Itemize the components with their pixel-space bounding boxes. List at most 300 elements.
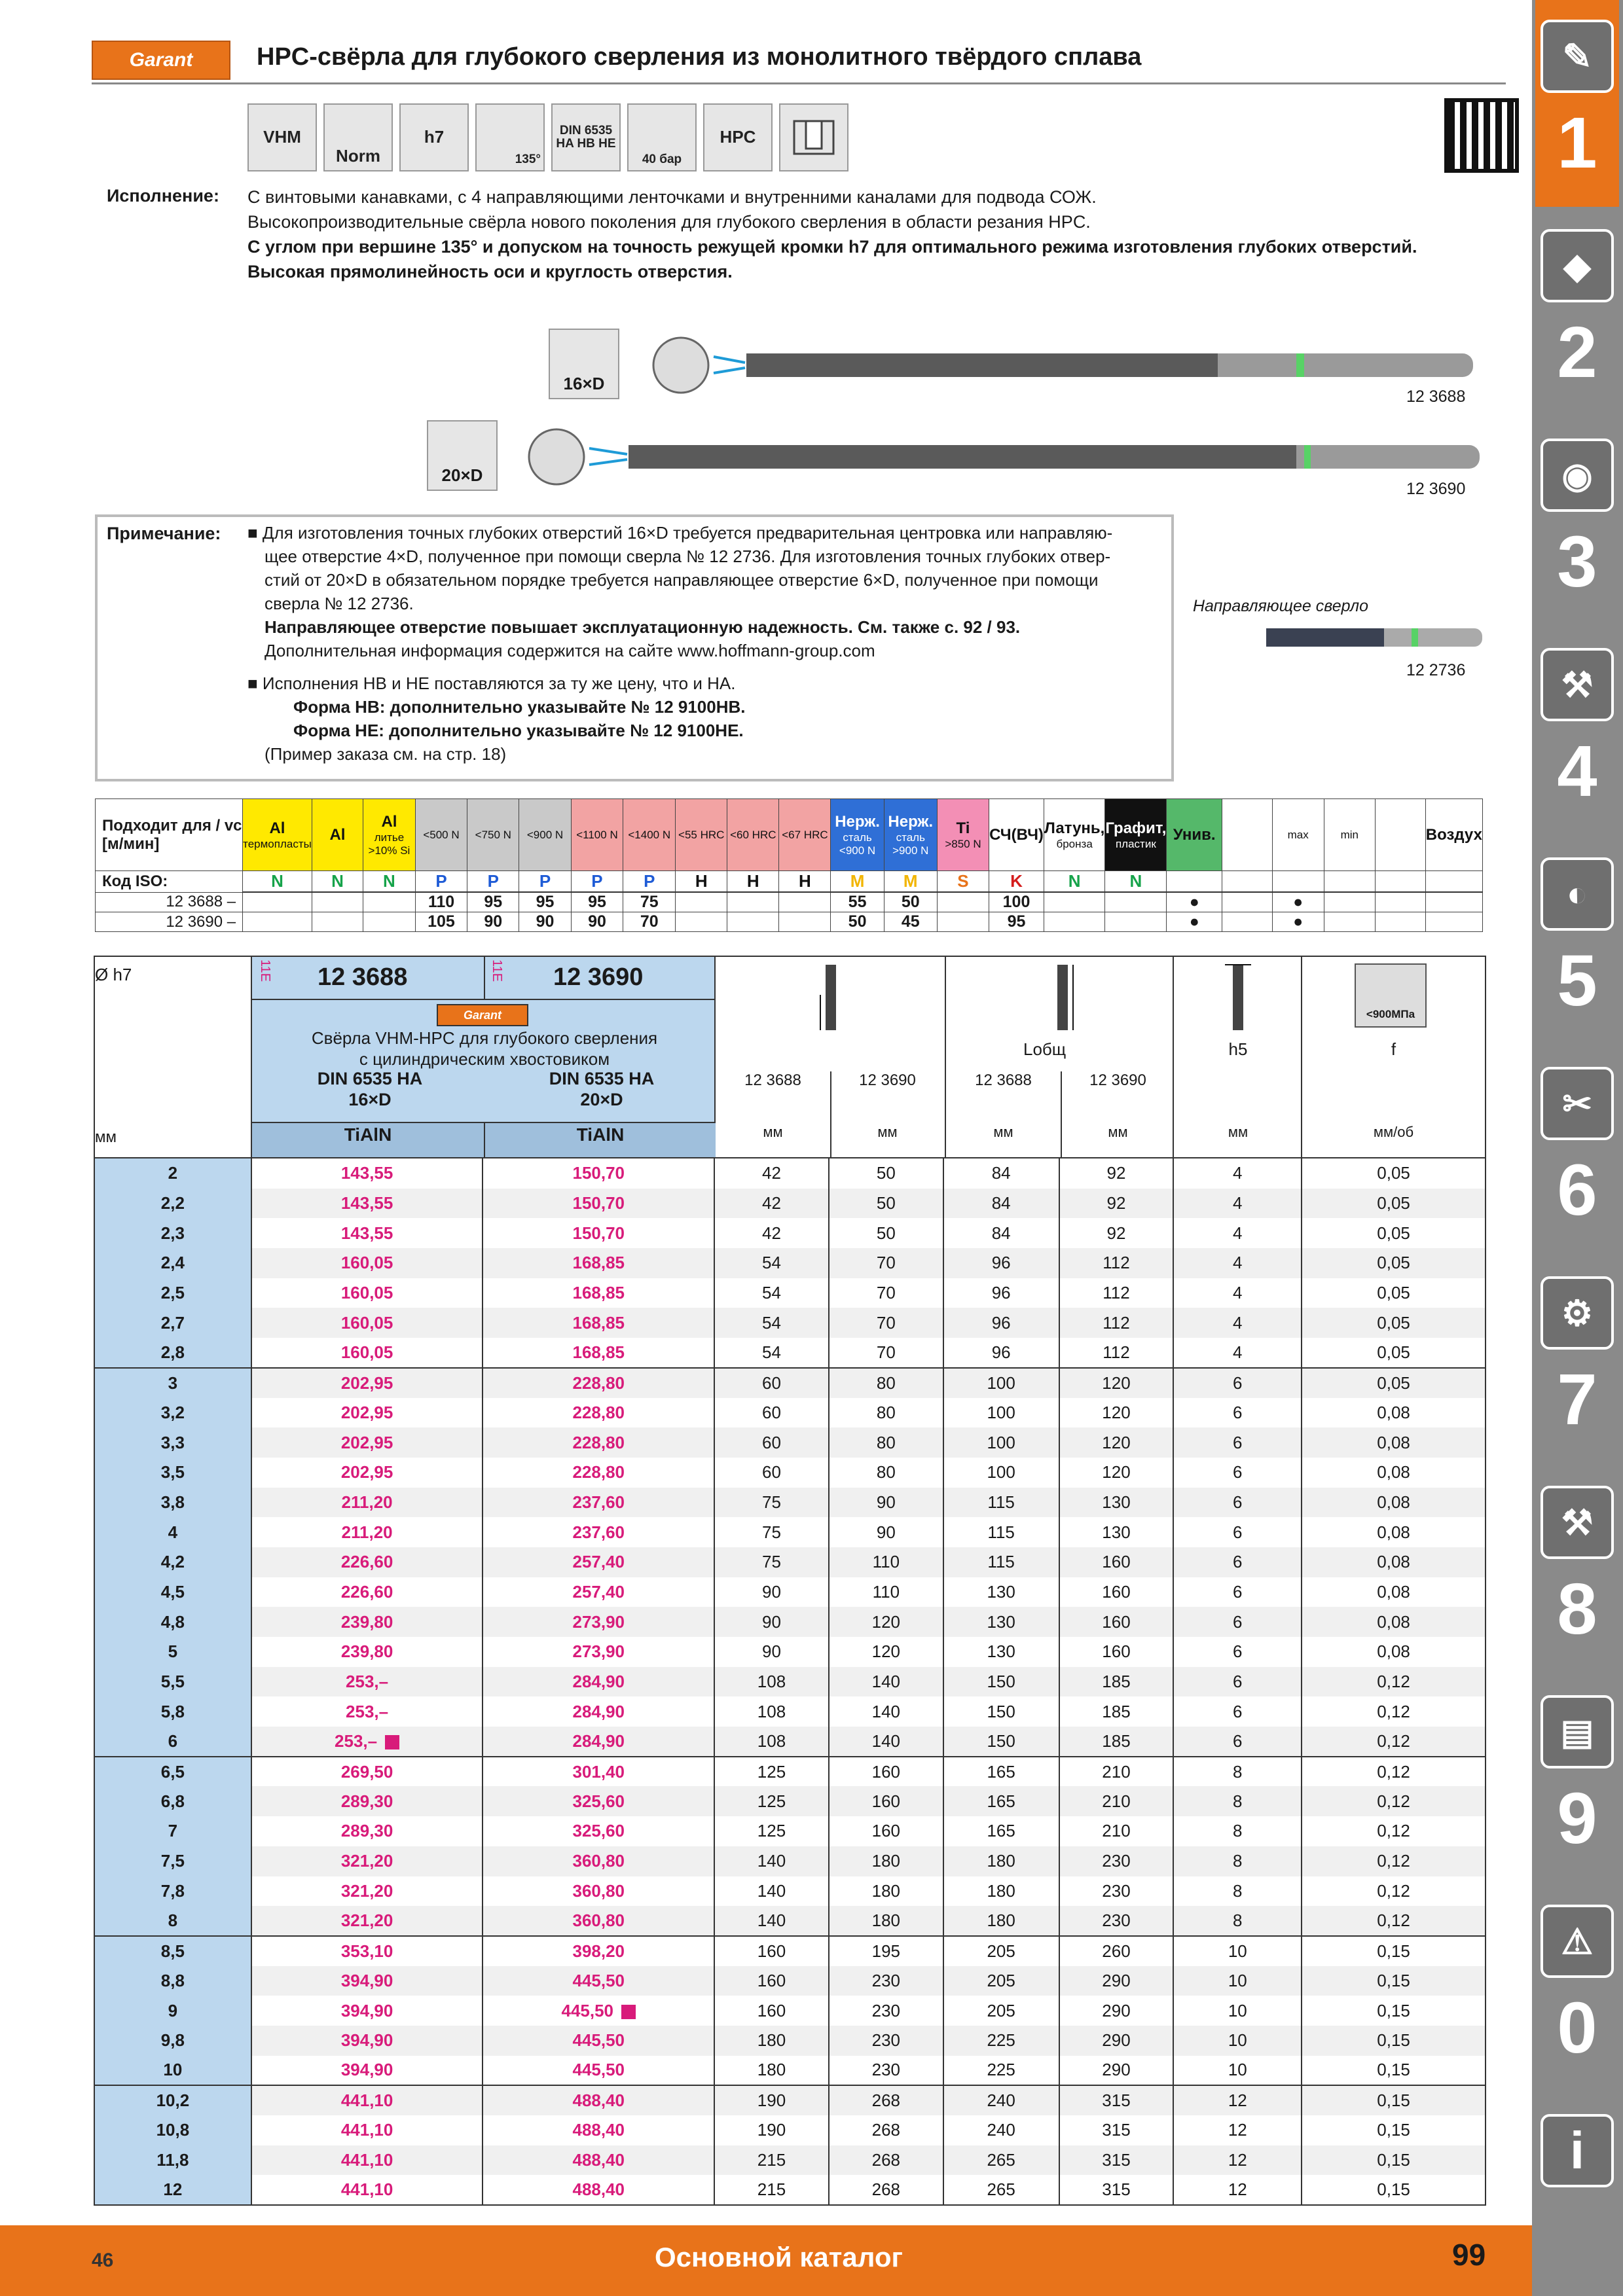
code-123690: 12 3690 [553,963,644,991]
diameter-value: 3,3 [160,1432,185,1452]
flute-length-123690-cell [829,1278,943,1308]
price-123690-cell [483,1966,714,1996]
compat-col-h2: пластик [1115,837,1156,850]
flute-length-123688-value: 160 [757,2000,786,2020]
feed-cell [1302,1757,1486,1787]
feed-value: 0,05 [1377,1372,1410,1393]
flute-length-123690-value: 230 [871,2000,901,2020]
compat-col-h1: Al [381,812,397,831]
diameter-value: 12 [163,2179,183,2200]
flute-length-123690-value: 268 [871,2150,901,2170]
shank-diameter-value: 6 [1233,1432,1243,1452]
feed-value: 0,08 [1377,1492,1410,1512]
vc-value: 55 [831,892,884,912]
vc-value: 45 [884,912,937,932]
total-length-123690-value: 130 [1102,1522,1131,1542]
price-123690-value: 150,70 [572,1193,625,1213]
total-length-123690-value: 210 [1102,1761,1131,1782]
din-label: DIN 6535 HA [549,1069,655,1088]
vc-value [937,912,989,932]
flute-length-123688-cell [714,1637,829,1667]
price-123690-cell [483,1398,714,1428]
flute-length-123690-cell [829,1996,943,2026]
total-length-123690-cell [1059,1696,1174,1727]
total-length-123690-value: 290 [1102,1970,1131,1990]
total-length-123688-cell [943,1308,1059,1338]
note-line: стий от 20×D в обязательном порядке требуется направляющее отверстие 6×D, полученное при помощи [264,570,1099,590]
shank-diameter-value: 6 [1233,1552,1243,1572]
shank-diameter-value: 4 [1233,1163,1243,1183]
flute-length-123690-cell [829,1757,943,1787]
chapter-icon: ⚒ [1541,1486,1614,1559]
flute-length-123688-cell [714,1996,829,2026]
diameter-cell [94,1488,251,1518]
shank-diameter-value: 4 [1233,1283,1243,1303]
total-length-123690-value: 92 [1106,1223,1126,1243]
shank-diameter-cell [1173,2115,1302,2145]
chapter-icon: ▤ [1541,1695,1614,1768]
price-123688-value: 394,90 [340,2000,393,2020]
shank-diameter-cell [1173,1696,1302,1727]
unit-label: мм [993,1124,1013,1140]
flute-length-123688-cell [714,1368,829,1398]
vc-value: 105 [415,912,467,932]
flute-length-123688-value: 75 [762,1522,781,1542]
price-123688-value: 202,95 [340,1372,393,1393]
chapter-tab-3[interactable] [1535,419,1619,626]
table-row [94,1398,1486,1428]
compat-col-h1: СЧ(ВЧ) [989,825,1044,844]
flute-length-123690-value: 268 [871,2090,901,2111]
price-123690-cell [483,1727,714,1757]
price-123688-value: 253,– [346,1672,389,1692]
shank-diameter-value: 8 [1233,1761,1243,1782]
diameter-cell [94,1757,251,1787]
feed-header [1302,957,1485,1157]
total-length-123690-cell [1059,2056,1174,2086]
flute-length-123690-cell [829,1547,943,1577]
price-123690-cell [483,2026,714,2056]
price-123690-value: 445,50 [572,2060,625,2080]
vc-value: 90 [571,912,623,932]
flute-length-123690-value: 140 [871,1672,901,1692]
shank-diameter-cell [1173,1338,1302,1368]
unit-label: мм [877,1124,898,1140]
chapter-tab-i[interactable] [1535,2094,1619,2296]
flute-length-123690-cell [829,2085,943,2115]
feed-value: 0,15 [1377,2030,1410,2051]
feed-value: 0,05 [1377,1223,1410,1243]
total-length-123690-value: 120 [1102,1462,1131,1482]
flute-length-123688-value: 140 [757,1851,786,1871]
total-length-123690-cell [1059,2145,1174,2176]
diameter-cell [94,2115,251,2145]
feed-value: 0,05 [1377,1253,1410,1273]
total-length-123688-value: 180 [987,1851,1015,1871]
flute-length-123688-value: 42 [762,1193,781,1213]
price-123690-value: 360,80 [572,1910,625,1931]
table-row [94,1427,1486,1458]
diameter-value: 10,2 [156,2090,190,2111]
price-123690-cell [483,1816,714,1846]
price-123690-value: 150,70 [572,1223,625,1243]
total-length-123688-cell [943,1696,1059,1727]
total-length-123688-cell [943,1816,1059,1846]
flute-length-123690-value: 50 [876,1223,896,1243]
compat-material-col [727,799,779,871]
total-length-123690-value: 315 [1102,2150,1131,2170]
price-123690-value: 445,50 [572,1970,625,1990]
total-length-123690-cell [1059,1248,1174,1278]
table-row [94,1368,1486,1398]
shank-diameter-cell [1173,1278,1302,1308]
table-row [94,1607,1486,1637]
chapter-tab-7[interactable] [1535,1257,1619,1463]
chapter-tab-2[interactable] [1535,209,1619,416]
table-row [94,1906,1486,1936]
chapter-tab-1[interactable] [1535,0,1619,207]
vc-value [312,892,363,912]
price-123690-cell [483,1427,714,1458]
chapter-tab-6[interactable] [1535,1047,1619,1254]
vc-value: ● [1167,912,1222,932]
shank-diameter-value: 6 [1233,1731,1243,1751]
shank-diameter-value: 4 [1233,1223,1243,1243]
total-length-123688-cell [943,1338,1059,1368]
price-123690-cell [483,1996,714,2026]
feed-cell [1302,1427,1486,1458]
compat-material-col [1324,799,1375,871]
vc-value [727,892,779,912]
feed-value: 0,05 [1377,1342,1410,1362]
total-length-123688-cell [943,1427,1059,1458]
table-row [94,1458,1486,1488]
feed-value: 0,15 [1377,2000,1410,2020]
diameter-value: 5,5 [160,1672,185,1692]
shank-diameter-cell [1173,1667,1302,1697]
shank-diameter-cell [1173,1517,1302,1547]
coating-label-2: TiAlN [576,1124,625,1145]
header-rule [92,82,1506,84]
shank-diameter-value: 4 [1233,1312,1243,1333]
price-123688-cell [251,1398,483,1428]
diameter-cell [94,1846,251,1876]
shank-icon [1225,962,1251,1034]
flute-length-123688-value: 54 [762,1253,781,1273]
chapter-tab-0[interactable] [1535,1885,1619,2092]
feed-cell [1302,1637,1486,1667]
price-123690-value: 445,50 [572,2030,625,2051]
price-123688-value: 202,95 [340,1432,393,1452]
compat-material-col [571,799,623,871]
flute-length-123688-cell [714,1816,829,1846]
iso-code: P [519,871,571,893]
page-number: 99 [1452,2238,1486,2272]
diameter-cell [94,1278,251,1308]
feed-cell [1302,1607,1486,1637]
table-row [94,2085,1486,2115]
total-length-123688-cell [943,1517,1059,1547]
hole-icon [788,115,840,160]
flute-length-123688-cell [714,1338,829,1368]
shank-diameter-cell [1173,1966,1302,1996]
total-length-123690-value: 290 [1102,2060,1131,2080]
total-length-123690-cell [1059,1607,1174,1637]
flute-length-123688-value: 42 [762,1223,781,1243]
total-length-123688-value: 84 [991,1193,1011,1213]
coolant-pressure-symbol [627,103,697,171]
shank-diameter-cell [1173,1308,1302,1338]
price-123688-value: 321,20 [340,1851,393,1871]
table-row [94,1189,1486,1219]
price-123690-value: 273,90 [572,1641,625,1662]
total-length-123690-value: 315 [1102,2120,1131,2140]
compat-material-col [312,799,363,871]
price-123688-value: 394,90 [340,1970,393,1990]
code-123688: 12 3688 [318,963,408,991]
total-length-123690-cell [1059,1218,1174,1248]
feed-unit-label: мм/об [1373,1124,1414,1140]
iso-code [1222,871,1273,893]
price-123690-value: 228,80 [572,1372,625,1393]
compat-col-h2: <60 HRC [730,828,776,841]
price-123688-cell [251,1218,483,1248]
shank-diameter-value: 6 [1233,1672,1243,1692]
diameter-cell [94,1308,251,1338]
total-length-123688-value: 205 [987,1941,1015,1961]
shank-diameter-value: 4 [1233,1193,1243,1213]
vc-value [779,892,831,912]
feed-cell [1302,1398,1486,1428]
price-123688-value: 441,10 [340,2150,393,2170]
diameter-cell [94,1398,251,1428]
price-123690-value: 325,60 [572,1791,625,1811]
total-length-123688-cell [943,1577,1059,1607]
garant-mini-logo: Garant [437,1004,528,1026]
din-symbol [551,103,621,171]
vc-value: 50 [831,912,884,932]
flute-length-123690-value: 160 [871,1761,901,1782]
diameter-value: 8 [168,1910,178,1931]
flute-length-123690-value: 230 [871,1970,901,1990]
shank-diameter-value: 12 [1228,2120,1247,2140]
vc-value: 70 [623,912,676,932]
compat-col-h2: min [1340,828,1359,841]
total-length-123688-value: 180 [987,1910,1015,1931]
feed-value: 0,12 [1377,1672,1410,1692]
shank-diameter-cell [1173,1846,1302,1876]
total-length-123688-value: 150 [987,1701,1015,1721]
chapter-tab-4[interactable] [1535,628,1619,835]
flute-length-123690-value: 70 [876,1283,896,1303]
price-123690-value: 284,90 [572,1731,625,1751]
iso-code: M [884,871,937,893]
pilot-caption: Направляющее сверло [1193,597,1369,615]
flute-length-123688-cell [714,1488,829,1518]
flute-length-123688-cell [714,1398,829,1428]
flute-length-123690-cell [829,1696,943,1727]
shank-diameter-value: 6 [1233,1462,1243,1482]
chapter-icon: i [1541,2114,1614,2187]
feed-cell [1302,2085,1486,2115]
diameter-header [95,957,252,1157]
note-line: сверла № 12 2736. [264,594,414,613]
total-length-123688-value: 115 [987,1522,1015,1542]
flute-length-123690-value: 70 [876,1312,896,1333]
feed-value: 0,08 [1377,1641,1410,1662]
vc-value [1324,892,1375,912]
unit-label: мм [95,1128,117,1146]
total-length-123688-cell [943,1757,1059,1787]
diameter-cell [94,1667,251,1697]
flute-length-123690-value: 120 [871,1611,901,1632]
diameter-cell [94,1607,251,1637]
total-length-123690-value: 210 [1102,1791,1131,1811]
shank-diameter-cell [1173,1547,1302,1577]
iso-code: H [727,871,779,893]
price-123688-value: 202,95 [340,1402,393,1422]
vc-value [1044,892,1104,912]
chapter-icon: ◉ [1541,439,1614,512]
flute-length-123690-value: 110 [872,1581,900,1602]
flute-length-123690-cell [829,1667,943,1697]
price-123688-cell [251,1248,483,1278]
total-length-123688-cell [943,1278,1059,1308]
total-length-123690-value: 130 [1102,1492,1131,1512]
compat-col-h2: бронза [1056,837,1093,850]
table-row [94,2175,1486,2205]
total-length-123688-value: 165 [987,1761,1015,1782]
compat-material-col [519,799,571,871]
shank-diameter-cell [1173,1488,1302,1518]
total-length-123690-cell [1059,1488,1174,1518]
price-123688-value: 253,– [346,1701,389,1721]
shank-diameter-cell [1173,1458,1302,1488]
total-length-123688-cell [943,1189,1059,1219]
total-length-123688-cell [943,1727,1059,1757]
feed-value: 0,15 [1377,2090,1410,2111]
price-123690-cell [483,1158,714,1189]
diameter-value: 2,2 [160,1193,185,1213]
shank-diameter-cell [1173,1398,1302,1428]
drill-total-icon [1049,962,1076,1034]
price-123690-cell [483,1876,714,1907]
price-123688-value: 321,20 [340,1880,393,1901]
vc-value [363,912,416,932]
flute-length-123690-value: 70 [876,1253,896,1273]
compat-col-h2: <900 N [526,828,564,841]
flute-length-123688-value: 215 [757,2150,786,2170]
garant-logo: Garant [92,41,230,80]
vc-value: 90 [519,912,571,932]
table-row [94,1637,1486,1667]
unit-label: мм [1108,1124,1128,1140]
total-length-123688-cell [943,2145,1059,2176]
feed-cell [1302,1966,1486,1996]
shank-diameter-value: 10 [1228,1970,1247,1990]
total-length-123690-value: 260 [1102,1941,1131,1961]
price-123688-cell [251,1696,483,1727]
compat-material-col [937,799,989,871]
feed-cell [1302,2026,1486,2056]
shank-diameter-cell [1173,2026,1302,2056]
diameter-value: 2,3 [160,1223,185,1243]
diameter-value: 2,5 [160,1283,185,1303]
compat-material-col [467,799,519,871]
vc-value: 100 [989,892,1044,912]
new-item-marker [385,1735,399,1749]
price-123688-cell [251,2115,483,2145]
chapter-icon: ⚙ [1541,1276,1614,1350]
table-row [94,1936,1486,1966]
footer-left-number: 46 [92,2250,114,2271]
price-123688-value: 441,10 [340,2179,393,2200]
total-length-123690-value: 120 [1102,1402,1131,1422]
total-length-123690-value: 185 [1102,1731,1131,1751]
feed-cell [1302,1876,1486,1907]
vc-value [363,892,416,912]
feed-cell [1302,1338,1486,1368]
diameter-cell [94,2056,251,2086]
vc-value: 95 [519,892,571,912]
total-length-123690-cell [1059,1816,1174,1846]
shank-diameter-value: 12 [1228,2179,1247,2200]
flute-length-123690-value: 160 [871,1791,901,1811]
execution-line: С углом при вершине 135° и допуском на точность режущей кромки h7 для оптимального режима изготовления глубоких отверстий. [247,237,1417,257]
flute-length-123690-cell [829,1637,943,1667]
feed-value: 0,12 [1377,1761,1410,1782]
total-length-123690-value: 230 [1102,1910,1131,1931]
compat-material-col [1272,799,1324,871]
diameter-value: 7,8 [160,1880,185,1901]
iso-code [1272,871,1324,893]
chapter-icon: ✎ [1541,20,1614,93]
feed-cell [1302,2175,1486,2205]
price-123690-cell [483,1696,714,1727]
chapter-tab-9[interactable] [1535,1676,1619,1882]
note-line: Форма HB: дополнительно указывайте № 12 9100HB. [293,697,746,717]
total-length-123690-value: 290 [1102,2000,1131,2020]
shank-header [1174,957,1302,1157]
total-length-123690-cell [1059,1517,1174,1547]
total-length-123690-value: 120 [1102,1372,1131,1393]
price-123690-value: 228,80 [572,1402,625,1422]
drill-flute-icon [818,962,844,1034]
price-123688-value: 160,05 [340,1312,393,1333]
chapter-tab-8[interactable] [1535,1466,1619,1673]
table-row [94,2056,1486,2086]
price-123688-cell [251,1816,483,1846]
total-length-123690-cell [1059,1278,1174,1308]
diameter-cell [94,2026,251,2056]
tag-label: 11E [490,960,504,982]
total-length-123688-cell [943,2085,1059,2115]
compat-material-col [415,799,467,871]
flute-length-123688-value: 108 [757,1701,786,1721]
diameter-value: 3,2 [160,1402,185,1422]
total-length-123688-value: 240 [987,2120,1015,2140]
price-123688-value: 353,10 [340,1941,393,1961]
chapter-tab-5[interactable] [1535,838,1619,1045]
total-length-123688-cell [943,1218,1059,1248]
price-123688-cell [251,1846,483,1876]
shank-diameter-cell [1173,2056,1302,2086]
price-123690-value: 488,40 [572,2150,625,2170]
chapter-number: 6 [1557,1150,1597,1230]
price-123690-value: 325,60 [572,1821,625,1841]
compat-col-h1: Воздух [1425,825,1482,844]
feed-cell [1302,1248,1486,1278]
